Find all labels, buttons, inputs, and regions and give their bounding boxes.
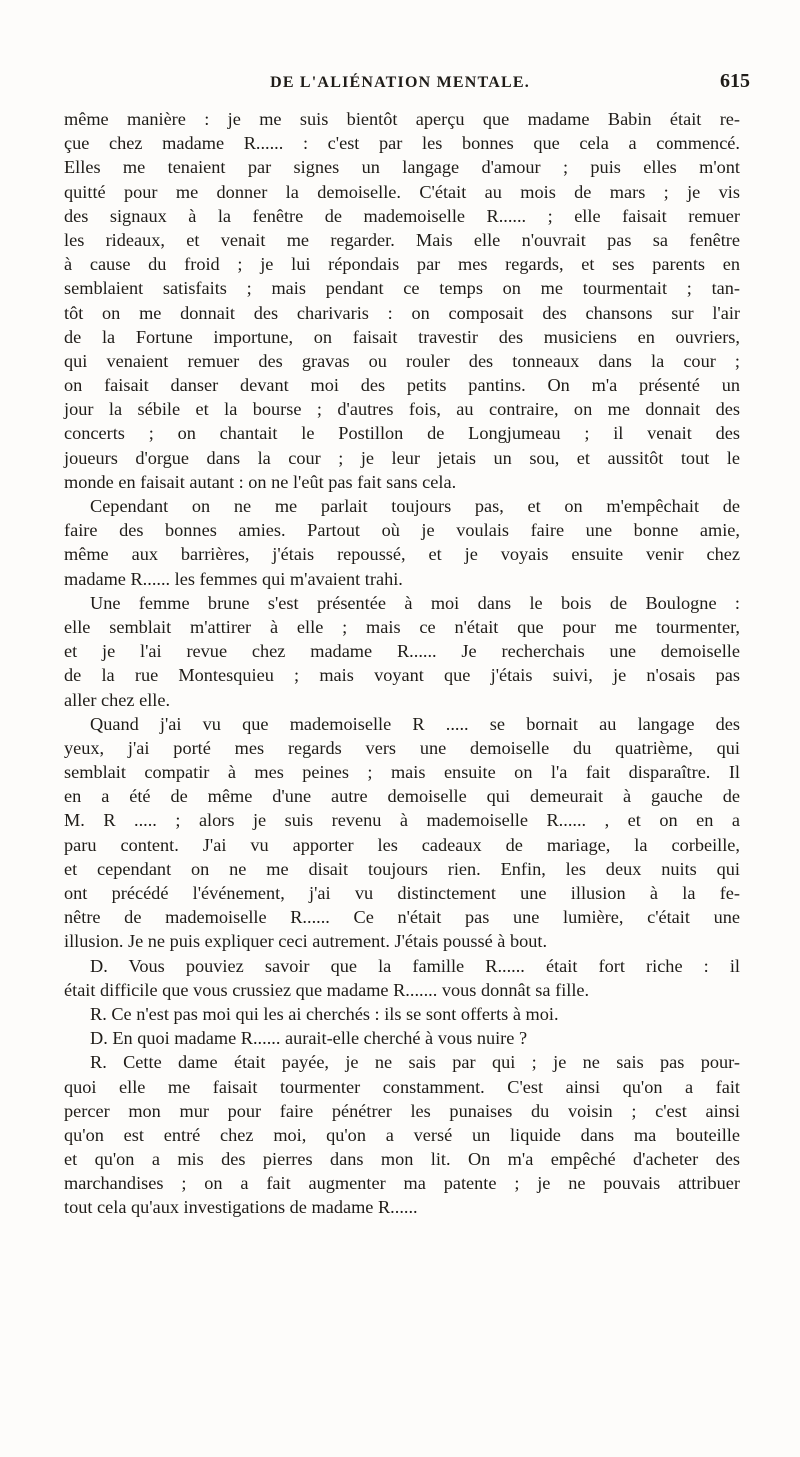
text-line: Cependant on ne me parlait toujours pas, et on m'empêchait de bbox=[90, 496, 740, 516]
text-line: faire des bonnes amies. Partout où je voulais faire une bonne amie, bbox=[64, 520, 740, 541]
text-line: jour la sébile et la bourse ; d'autres fois, au contraire, on me donnait des bbox=[64, 399, 740, 420]
text-line: et je l'ai revue chez madame R...... Je recherchais une demoiselle bbox=[64, 641, 740, 662]
page-header bbox=[0, 70, 800, 104]
text-line: les rideaux, et venait me regarder. Mais elle n'ouvrait pas sa fenêtre bbox=[64, 229, 740, 250]
text-line: était difficile que vous crussiez que madame R....... vous donnât sa fille. bbox=[64, 979, 590, 1000]
text-line: R. Ce n'est pas moi qui les ai cherchés : ils se sont offerts à moi. bbox=[90, 1003, 559, 1024]
text-line: on faisait danser devant moi des petits pantins. On m'a présenté un bbox=[64, 375, 740, 396]
text-line: tôt on me donnait des charivaris : on composait des chansons sur l'air bbox=[64, 302, 740, 323]
text-line: D. En quoi madame R...... aurait-elle cherché à vous nuire ? bbox=[90, 1028, 528, 1049]
text-line: de la Fortune importune, on faisait travestir des musiciens en ouvriers, bbox=[64, 326, 740, 347]
text-line: paru content. J'ai vu apporter les cadeaux de mariage, la corbeille, bbox=[64, 834, 740, 855]
text-line: quoi elle me faisait tourmenter constamment. C'est ainsi qu'on a fait bbox=[64, 1076, 740, 1097]
text-line: M. R ..... ; alors je suis revenu à mademoiselle R...... , et on en a bbox=[64, 810, 740, 831]
text-line: et qu'on a mis des pierres dans mon lit. On m'a empêché d'acheter des bbox=[64, 1149, 740, 1170]
text-line: illusion. Je ne puis expliquer ceci autrement. J'étais poussé à bout. bbox=[64, 931, 548, 952]
text-line: même manière : je me suis bientôt aperçu que madame Babin était re- bbox=[64, 109, 740, 129]
text-line: joueurs d'orgue dans la cour ; je leur jetais un sou, et aussitôt tout le bbox=[64, 447, 740, 468]
text-line: semblaient satisfaits ; mais pendant ce temps on me tourmentait ; tan- bbox=[64, 278, 740, 299]
text-line: tout cela qu'aux investigations de madame R...... bbox=[64, 1197, 418, 1218]
text-line: aller chez elle. bbox=[64, 689, 171, 710]
text-line: même aux barrières, j'étais repoussé, et je voyais ensuite venir chez bbox=[64, 544, 740, 565]
text-body bbox=[64, 107, 740, 1220]
text-line: quitté pour me donner la demoiselle. C'était au mois de mars ; je vis bbox=[64, 181, 740, 202]
text-line: monde en faisait autant : on ne l'eût pas fait sans cela. bbox=[64, 471, 457, 492]
text-line: nêtre de mademoiselle R...... Ce n'était pas une lumière, c'était une bbox=[64, 907, 740, 928]
text-line: çue chez madame R...... : c'est par les bonnes que cela a commencé. bbox=[64, 133, 740, 154]
text-line: elle semblait m'attirer à elle ; mais ce n'était que pour me tourmenter, bbox=[64, 616, 740, 637]
text-line: concerts ; on chantait le Postillon de Longjumeau ; il venait des bbox=[64, 423, 740, 444]
text-line: qu'on est entré chez moi, qu'on a versé un liquide dans ma bouteille bbox=[64, 1124, 740, 1145]
text-line: percer mon mur pour faire pénétrer les punaises du voisin ; c'est ainsi bbox=[64, 1100, 740, 1121]
text-line: R. Cette dame était payée, je ne sais par qui ; je ne sais pas pour- bbox=[90, 1052, 740, 1073]
text-line: de la rue Montesquieu ; mais voyant que j'étais suivi, je n'osais pas bbox=[64, 665, 740, 686]
running-head: DE L'ALIÉNATION MENTALE. bbox=[270, 74, 530, 91]
text-line: des signaux à la fenêtre de mademoiselle R...... ; elle faisait remuer bbox=[64, 205, 740, 226]
text-line: et cependant on ne me disait toujours rien. Enfin, les deux nuits qui bbox=[64, 858, 740, 879]
text-line: en a été de même d'une autre demoiselle qui demeurait à gauche de bbox=[64, 786, 740, 807]
text-line: qui venaient remuer des gravas ou rouler des tonneaux dans la cour ; bbox=[64, 350, 740, 371]
text-line: Quand j'ai vu que mademoiselle R ..... se bornait au langage des bbox=[90, 713, 740, 734]
text-line: Elles me tenaient par signes un langage d'amour ; puis elles m'ont bbox=[64, 157, 740, 178]
text-line: yeux, j'ai porté mes regards vers une demoiselle du quatrième, qui bbox=[64, 737, 740, 758]
text-line: marchandises ; on a fait augmenter ma patente ; je ne pouvais attribuer bbox=[64, 1173, 740, 1194]
text-line: ont précédé l'événement, j'ai vu distinctement une illusion à la fe- bbox=[64, 883, 740, 903]
text-line: à cause du froid ; je lui répondais par mes regards, et ses parents en bbox=[64, 254, 740, 275]
page-number: 615 bbox=[720, 70, 750, 92]
text-line: D. Vous pouviez savoir que la famille R...... était fort riche : il bbox=[90, 955, 740, 976]
text-line: semblait compatir à mes peines ; mais ensuite on l'a fait disparaître. Il bbox=[64, 762, 740, 783]
text-line: Une femme brune s'est présentée à moi dans le bois de Boulogne : bbox=[90, 592, 740, 613]
text-line: madame R...... les femmes qui m'avaient trahi. bbox=[64, 568, 403, 589]
